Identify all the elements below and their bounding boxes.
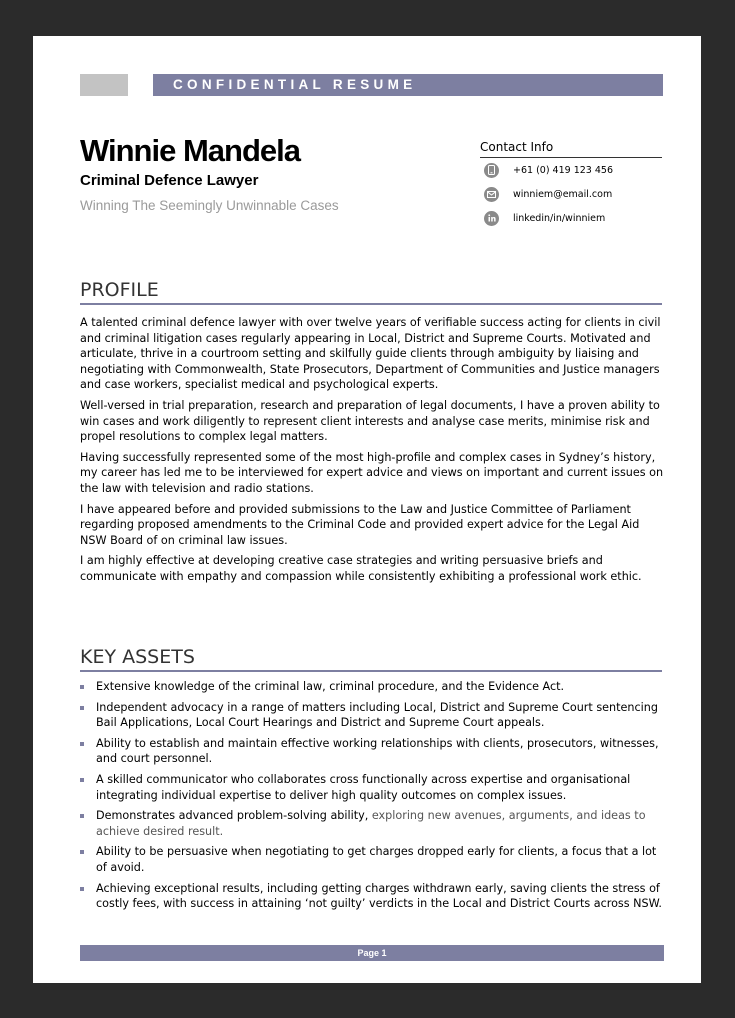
list-item-text: Ability to establish and maintain effective working relationships with clients, prosecutors, witnesses, and court personnel.: [96, 736, 659, 766]
tagline: Winning The Seemingly Unwinnable Cases: [80, 198, 339, 213]
contact-linkedin: [480, 206, 662, 230]
bullet-icon: [80, 706, 84, 710]
bullet-icon: [80, 850, 84, 854]
contact-email-text[interactable]: winniem@email.com: [513, 188, 613, 200]
page-footer: Page 1: [80, 945, 664, 961]
contact-linkedin-text[interactable]: linkedin/in/winniem: [513, 212, 606, 224]
list-item-text-continuation: exploring new avenues, arguments, and ideas to achieve desired result.: [96, 809, 646, 838]
profile-paragraph: Well-versed in trial preparation, research and preparation of legal documents, I have a proven ability to win cases and work diligently to represent client interests and analyse case merits, minimise risk and propel resolutions to complex legal matters.: [80, 398, 660, 444]
profile-paragraph: I have appeared before and provided submissions to the Law and Justice Committee of Parliament regarding proposed amendments to the Criminal Code and provided expert advice for the Legal Aid NSW Board of on criminal law issues.: [80, 502, 640, 547]
list-item: [80, 881, 665, 912]
linkedin-icon: [484, 211, 499, 226]
job-title: Criminal Defence Lawyer: [80, 172, 259, 189]
list-item-text: Demonstrates advanced problem-solving ability,: [96, 809, 372, 823]
phone-icon: [484, 163, 499, 178]
list-item: [80, 808, 665, 839]
contact-phone-text[interactable]: +61 (0) 419 123 456: [513, 164, 613, 176]
bullet-icon: [80, 685, 84, 689]
bullet-icon: [80, 742, 84, 746]
key-assets-heading: KEY ASSETS: [80, 645, 662, 672]
candidate-name: Winnie Mandela: [80, 133, 300, 168]
header-grey-block: [80, 74, 128, 96]
list-item-text: Achieving exceptional results, including getting charges withdrawn early, saving clients the stress of costly fees, with success in attaining ‘not guilty’ verdicts in the Local and District Courts across NSW.: [96, 881, 662, 911]
contact-email: [480, 182, 662, 206]
profile-body: [80, 315, 665, 590]
list-item-text: Ability to be persuasive when negotiating to get charges dropped early for clients, a focus that a lot of avoid.: [96, 845, 657, 874]
contact-info: [480, 139, 662, 230]
list-item: [80, 679, 665, 695]
list-item-text: A skilled communicator who collaborates cross functionally across expertise and organisational integrating individual expertise to deliver high quality outcomes on complex issues.: [96, 772, 631, 802]
profile-paragraph: I am highly effective at developing creative case strategies and writing persuasive briefs and communicate with empathy and compassion while consistently exhibiting a professional work ethic.: [80, 554, 642, 583]
list-item: [80, 700, 665, 731]
list-item: [80, 844, 665, 875]
bullet-icon: [80, 778, 84, 782]
list-item-text: Independent advocacy in a range of matters including Local, District and Supreme Court sentencing Bail Applications, Local Court Hearings and District and Supreme Court appeals.: [96, 700, 658, 730]
profile-paragraph: Having successfully represented some of the most high-profile and complex cases in Sydney’s history, my career has led me to be interviewed for expert advice and views on important and current issues on the law with television and radio stations.: [80, 450, 664, 495]
confidential-banner: CONFIDENTIAL RESUME: [153, 74, 663, 96]
bullet-icon: [80, 814, 84, 818]
contact-heading: Contact Info: [480, 139, 662, 158]
list-item: [80, 736, 665, 767]
profile-heading: PROFILE: [80, 278, 662, 305]
contact-phone: [480, 158, 662, 182]
list-item-text: Extensive knowledge of the criminal law, criminal procedure, and the Evidence Act.: [96, 680, 565, 693]
email-icon: [484, 187, 499, 202]
profile-paragraph: A talented criminal defence lawyer with over twelve years of verifiable success acting for clients in civil and criminal litigation cases regularly appearing in Local, District and Supreme Courts. Motivated and articulate, thrive in a courtroom setting and skilfully guide clients through ambiguity by liaising and negotiating with Commonwealth, State Prosecutors, Department of Communities and Justice managers and case workers, specialist medical and psychological experts.: [80, 316, 661, 392]
key-assets-list: [80, 679, 665, 917]
list-item: [80, 772, 665, 803]
resume-page: [33, 36, 701, 983]
bullet-icon: [80, 887, 84, 891]
